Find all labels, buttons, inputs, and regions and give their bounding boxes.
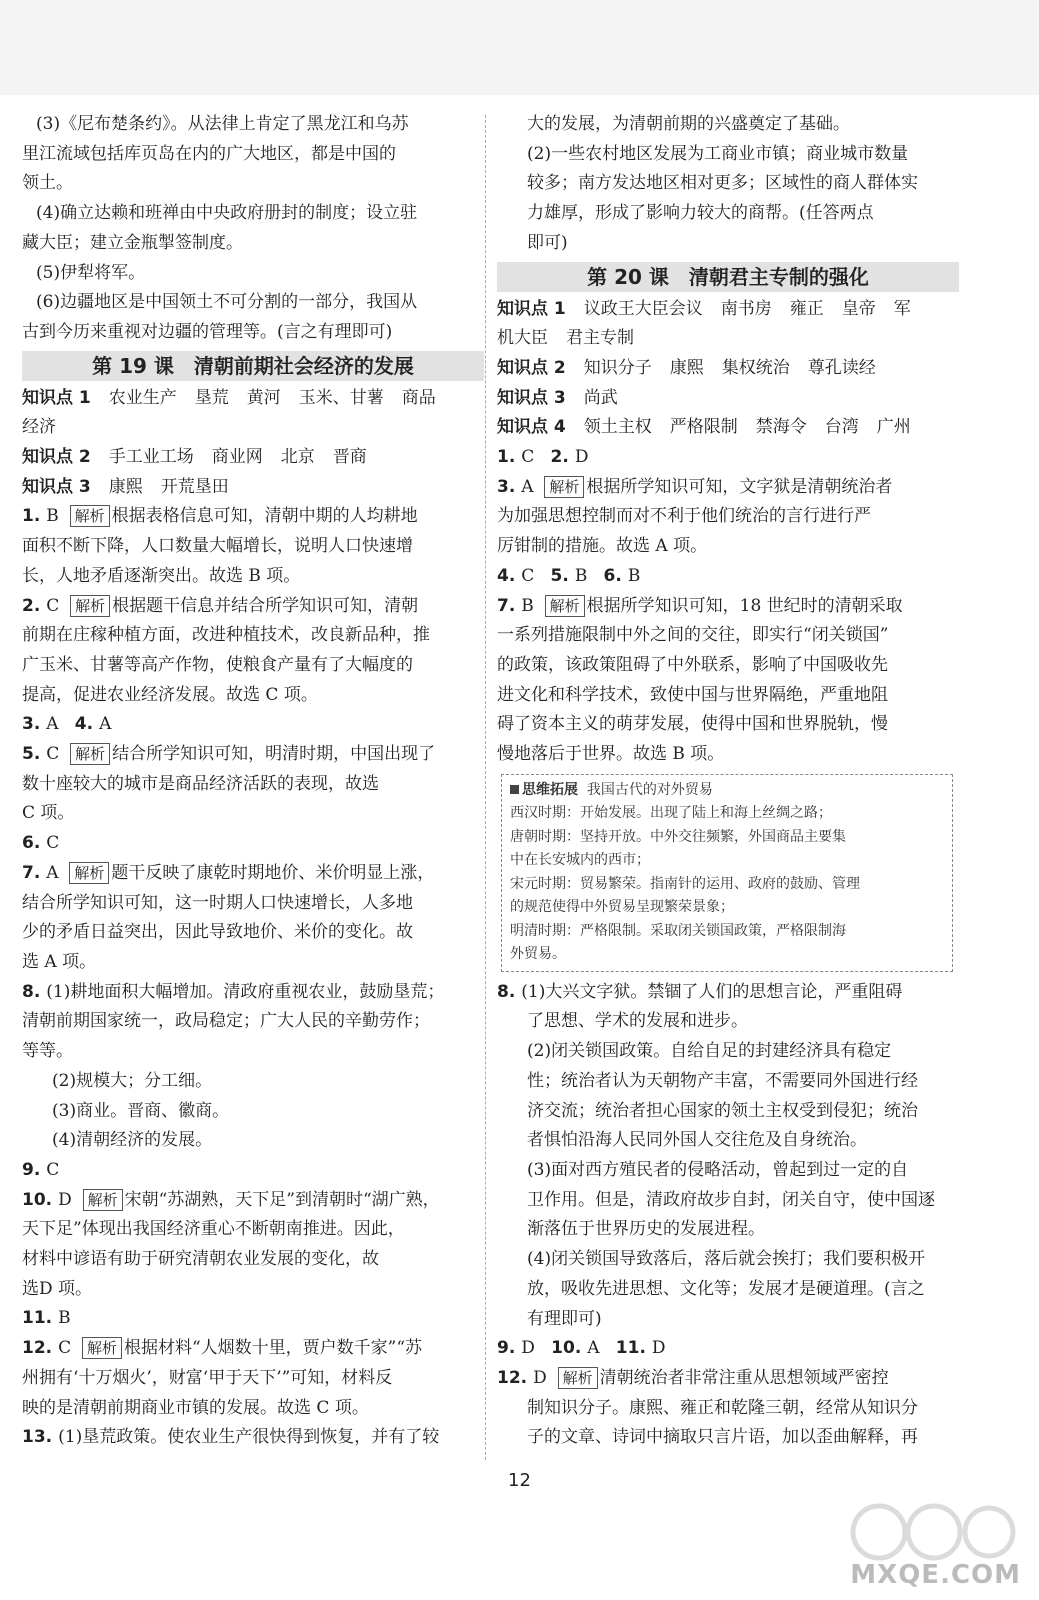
text-line: 了思想、学术的发展和进步。 xyxy=(527,1011,748,1032)
answer-12: 12. D 解析 清朝统治者非常注重从思想领域严密控 xyxy=(497,1367,889,1388)
text-line: (3)商业。晋商、徽商。 xyxy=(52,1100,230,1121)
text-line: 一系列措施限制中外之间的交往，即实行“闭关锁国” xyxy=(497,625,889,646)
answer-1-2: 1. C 2. D xyxy=(497,447,589,468)
text-line: 里江流域包括库页岛在内的广大地区，都是中国的 xyxy=(22,143,396,164)
left-column xyxy=(22,110,484,1453)
top-margin xyxy=(0,0,1039,95)
text-line: 映的是清朝前期商业市镇的发展。故选 C 项。 xyxy=(22,1397,369,1418)
right-column xyxy=(497,110,959,1453)
text-line: 数十座较大的城市是商品经济活跃的表现，故选 xyxy=(22,773,379,794)
text-line: 结合所学知识可知，这一时期人口快速增长，人多地 xyxy=(22,892,413,913)
text-line: 西汉时期：开始发展。出现了陆上和海上丝绸之路； xyxy=(510,805,832,822)
text-line: 济交流；统治者担心国家的领土主权受到侵犯；统治 xyxy=(527,1100,918,1121)
text-line: 有理即可) xyxy=(527,1308,602,1329)
text-line: 的规范使得中外贸易呈现繁荣景象； xyxy=(510,899,734,916)
text-line: 藏大臣；建立金瓶掣签制度。 xyxy=(22,232,243,253)
kp-label: 知识点 3 xyxy=(497,387,566,408)
answer-8: 8. (1)耕地面积大幅增加。清政府重视农业，鼓励垦荒； xyxy=(22,981,445,1002)
analysis-tag: 解析 xyxy=(70,505,110,527)
answer-9-11: 9. D 10. A 11. D xyxy=(497,1338,666,1359)
text-line: 材料中谚语有助于研究清朝农业发展的变化，故 xyxy=(22,1249,379,1270)
text-line: 经济 xyxy=(22,417,56,438)
answer-4-6: 4. C 5. B 6. B xyxy=(497,565,641,586)
text-line: (2)闭关锁国政策。自给自足的封建经济具有稳定 xyxy=(527,1041,892,1062)
analysis-tag: 解析 xyxy=(82,1337,122,1359)
text-line: C 项。 xyxy=(22,803,75,824)
kp-label: 知识点 2 xyxy=(22,447,91,468)
text-line: 前期在庄稼种植方面，改进种植技术，改良新品种，推 xyxy=(22,625,430,646)
thinking-extension-box xyxy=(501,774,953,972)
text-line: 清朝前期国家统一，政局稳定；广大人民的辛勤劳作； xyxy=(22,1011,430,1032)
text-line: 较多；南方发达地区相对更多；区域性的商人群体实 xyxy=(527,173,918,194)
text-line: 性；统治者认为天朝物产丰富，不需要同外国进行经 xyxy=(527,1070,918,1091)
text-line: 中在长安城内的西市； xyxy=(510,852,650,869)
analysis-tag: 解析 xyxy=(83,1189,123,1211)
text-line: 唐朝时期：坚持开放。中外交往频繁，外国商品主要集 xyxy=(510,828,846,845)
answer-13: 13. (1)垦荒政策。使农业生产很快得到恢复，并有了较 xyxy=(22,1427,440,1448)
answer-6: 6. C xyxy=(22,833,60,854)
text-line: 的政策，该政策阻碍了中外联系，影响了中国吸收先 xyxy=(497,654,888,675)
analysis-tag: 解析 xyxy=(69,862,109,884)
answer-5: 5. C 解析 结合所学知识可知，明清时期，中国出现了 xyxy=(22,744,436,765)
answer-10: 10. D 解析 宋朝“苏湖熟，天下足”到清朝时“湖广熟， xyxy=(22,1189,440,1210)
text-line: 者惧怕沿海人民同外国人交往危及自身统治。 xyxy=(527,1130,867,1151)
watermark-text: MXQE.COM xyxy=(850,1560,1021,1590)
analysis-tag: 解析 xyxy=(70,595,110,617)
text-line: 选D 项。 xyxy=(22,1278,93,1299)
text-line: 明清时期：严格限制。采取闭关锁国政策，严格限制海 xyxy=(510,922,846,939)
text-line: 长，人地矛盾逐渐突出。故选 B 项。 xyxy=(22,565,301,586)
text-line: (6)边疆地区是中国领土不可分割的一部分，我国从 xyxy=(36,292,418,313)
text-line: (4)清朝经济的发展。 xyxy=(52,1130,213,1151)
kp-label: 知识点 4 xyxy=(497,417,566,438)
answer-11: 11. B xyxy=(22,1308,71,1329)
square-bullet-icon xyxy=(510,785,519,794)
text-line: 即可) xyxy=(527,232,568,253)
kp-label: 知识点 3 xyxy=(22,476,91,497)
ext-header: 思维拓展 我国古代的对外贸易 xyxy=(510,779,944,803)
text-line: 力雄厚，形成了影响力较大的商帮。(任答两点 xyxy=(527,203,874,224)
text-line: 为加强思想控制而对不利于他们统治的言行进行严 xyxy=(497,506,871,527)
text-line: 卫作用。但是，清政府故步自封，闭关自守，使中国逐 xyxy=(527,1189,935,1210)
text-line: 厉钳制的措施。故选 A 项。 xyxy=(497,536,708,557)
text-line: (2)规模大；分工细。 xyxy=(52,1070,213,1091)
analysis-tag: 解析 xyxy=(545,595,585,617)
text-line: 大的发展，为清朝前期的兴盛奠定了基础。 xyxy=(527,114,850,134)
knowledge-point-4: 知识点 4 领土主权 严格限制 禁海令 台湾 广州 xyxy=(497,417,911,438)
lesson-19-title: 第 19 课 清朝前期社会经济的发展 xyxy=(22,351,484,381)
kp-label: 知识点 2 xyxy=(497,357,566,378)
answer-7: 7. A 解析 题干反映了康乾时期地价、米价明显上涨， xyxy=(22,862,435,883)
knowledge-point-3: 知识点 3 康熙 开荒垦田 xyxy=(22,476,229,497)
text-line: 进文化和科学技术，致使中国与世界隔绝，严重地阻 xyxy=(497,684,888,705)
text-line: 广玉米、甘薯等高产作物，使粮食产量有了大幅度的 xyxy=(22,654,413,675)
answer-3: 3. A 解析 根据所学知识可知，文字狱是清朝统治者 xyxy=(497,476,893,497)
text-line: 选 A 项。 xyxy=(22,951,97,972)
answer-12: 12. C 解析 根据材料“人烟数十里，贾户数千家”“苏 xyxy=(22,1338,423,1359)
text-line: (4)闭关锁国导致落后，落后就会挨打；我们要积极开 xyxy=(527,1249,926,1270)
lesson-20-title: 第 20 课 清朝君主专制的强化 xyxy=(497,262,959,292)
text-line: 外贸易。 xyxy=(510,946,566,963)
text-line: 慢地落后于世界。故选 B 项。 xyxy=(497,744,725,765)
knowledge-point-3: 知识点 3 尚武 xyxy=(497,387,618,408)
answer-2: 2. C 解析 根据题干信息并结合所学知识可知，清朝 xyxy=(22,595,419,616)
text-line: 天下足”体现出我国经济重心不断朝南推进。因此， xyxy=(22,1219,405,1240)
text-line: 碍了资本主义的萌芽发展，使得中国和世界脱轨，慢 xyxy=(497,714,888,735)
text-line: (2)一些农村地区发展为工商业市镇；商业城市数量 xyxy=(527,143,909,164)
analysis-tag: 解析 xyxy=(70,743,110,765)
text-line: 机大臣 君主专制 xyxy=(497,328,634,349)
text-line: 子的文章、诗词中摘取只言片语，加以歪曲解释，再 xyxy=(527,1427,918,1448)
text-line: 放，吸收先进思想、文化等；发展才是硬道理。(言之 xyxy=(527,1278,925,1299)
kp-label: 知识点 1 xyxy=(497,298,566,319)
knowledge-point-2: 知识点 2 手工业工场 商业网 北京 晋商 xyxy=(22,447,367,468)
text-line: 宋元时期：贸易繁荣。指南针的运用、政府的鼓励、管理 xyxy=(510,875,860,892)
page-number: 12 xyxy=(508,1470,531,1491)
analysis-tag: 解析 xyxy=(544,476,584,498)
text-line: 提高，促进农业经济发展。故选 C 项。 xyxy=(22,684,318,705)
text-line: 州拥有‘十万烟火’，财富‘甲于天下’”可知，材料反 xyxy=(22,1367,393,1388)
answer-9: 9. C xyxy=(22,1159,60,1180)
answer-7: 7. B 解析 根据所学知识可知，18 世纪时的清朝采取 xyxy=(497,595,903,616)
text-line: (4)确立达赖和班禅由中央政府册封的制度；设立驻 xyxy=(36,203,418,224)
column-divider xyxy=(485,115,486,1460)
text-line: 少的矛盾日益突出，因此导致地价、米价的变化。故 xyxy=(22,922,413,943)
text-line: 面积不断下降，人口数量大幅增长，说明人口快速增 xyxy=(22,536,413,557)
text-line: 领土。 xyxy=(22,173,73,194)
text-line: 制知识分子。康熙、雍正和乾隆三朝，经常从知识分 xyxy=(527,1397,918,1418)
text-line: 等等。 xyxy=(22,1041,73,1062)
knowledge-point-1: 知识点 1 议政王大臣会议 南书房 雍正 皇帝 军 xyxy=(497,298,911,319)
text-line: (3)面对西方殖民者的侵略活动，曾起到过一定的自 xyxy=(527,1159,909,1180)
text-line: (3)《尼布楚条约》。从法律上肯定了黑龙江和乌苏 xyxy=(36,114,409,134)
knowledge-point-2: 知识点 2 知识分子 康熙 集权统治 尊孔读经 xyxy=(497,357,876,378)
analysis-tag: 解析 xyxy=(558,1367,598,1389)
kp-label: 知识点 1 xyxy=(22,387,91,408)
text-line: (5)伊犁将军。 xyxy=(36,262,146,283)
knowledge-point-1: 知识点 1 农业生产 垦荒 黄河 玉米、甘薯 商品 xyxy=(22,387,436,408)
answer-3-4: 3. A 4. A xyxy=(22,714,112,735)
answer-8: 8. (1)大兴文字狱。禁锢了人们的思想言论，严重阻碍 xyxy=(497,981,903,1002)
answer-1: 1. B 解析 根据表格信息可知，清朝中期的人均耕地 xyxy=(22,506,418,527)
text-line: 渐落伍于世界历史的发展进程。 xyxy=(527,1219,765,1240)
text-line: 古到今历来重视对边疆的管理等。(言之有理即可) xyxy=(22,321,393,342)
